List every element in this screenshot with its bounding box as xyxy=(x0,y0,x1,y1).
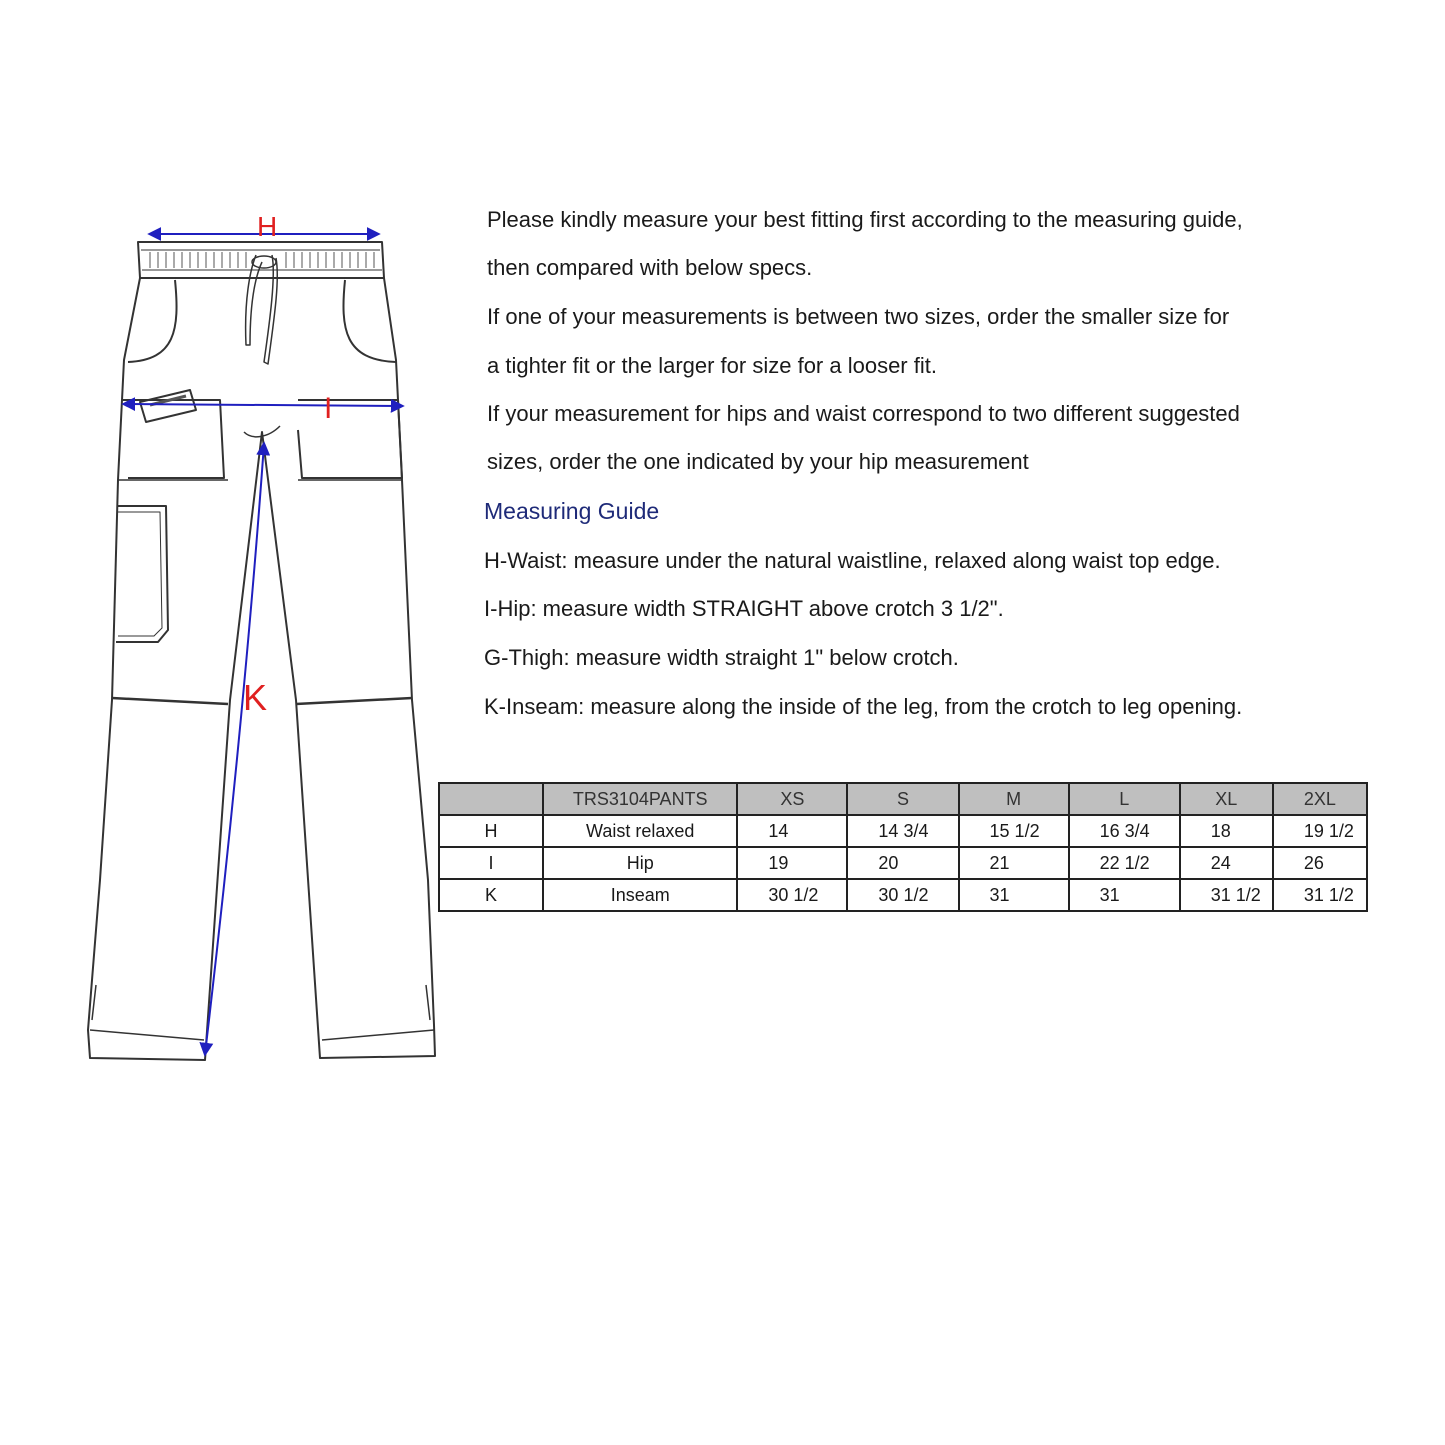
front-pocket-right xyxy=(343,280,396,362)
table-row-inseam xyxy=(439,879,1367,911)
waist-label: H xyxy=(257,211,278,242)
table-row-hip xyxy=(439,847,1367,879)
table-cell: 31 1/2 xyxy=(1273,879,1367,911)
table-cell: 21 xyxy=(959,847,1069,879)
table-cell: 19 1/2 xyxy=(1273,815,1367,847)
guide-item-thigh: G-Thigh: measure width straight 1" below crotch. xyxy=(484,645,959,670)
waistband xyxy=(138,242,384,278)
table-cell: 20 xyxy=(847,847,958,879)
instruction-line-4: a tighter fit or the larger for size for a looser fit. xyxy=(487,353,937,378)
hip-label: I xyxy=(324,392,333,425)
header-blank-cell xyxy=(439,783,543,815)
row-code: I xyxy=(439,847,543,879)
table-cell: 31 1/2 xyxy=(1180,879,1273,911)
guide-item-waist: H-Waist: measure under the natural waistline, relaxed along waist top edge. xyxy=(484,548,1221,573)
table-cell: 22 1/2 xyxy=(1069,847,1180,879)
header-size: 2XL xyxy=(1273,783,1367,815)
row-measurement-name: Hip xyxy=(543,847,737,879)
table-row-waist xyxy=(439,815,1367,847)
table-cell: 18 xyxy=(1180,815,1273,847)
row-measurement-name: Waist relaxed xyxy=(543,815,737,847)
table-cell: 14 xyxy=(737,815,847,847)
logo-badge-icon xyxy=(140,390,196,422)
pants-measurement-diagram xyxy=(0,0,460,1100)
row-measurement-name: Inseam xyxy=(543,879,737,911)
table-cell: 31 xyxy=(1069,879,1180,911)
measuring-guide-title: Measuring Guide xyxy=(484,498,660,524)
inseam-measure-arrow xyxy=(205,444,264,1054)
instruction-line-1: Please kindly measure your best fitting first according to the measuring guide, xyxy=(487,207,1243,232)
table-cell: 26 xyxy=(1273,847,1367,879)
row-code: H xyxy=(439,815,543,847)
guide-item-hip: I-Hip: measure width STRAIGHT above crotch 3 1/2". xyxy=(484,596,1004,621)
instruction-line-6: sizes, order the one indicated by your hip measurement xyxy=(487,449,1029,474)
header-size: L xyxy=(1069,783,1180,815)
table-header-row xyxy=(439,783,1367,815)
table-cell: 16 3/4 xyxy=(1069,815,1180,847)
drawstring xyxy=(246,255,278,364)
patch-pocket-right xyxy=(298,400,402,478)
instruction-line-5: If your measurement for hips and waist correspond to two different suggested xyxy=(487,401,1240,426)
header-size: M xyxy=(959,783,1069,815)
table-cell: 14 3/4 xyxy=(847,815,958,847)
instruction-line-3: If one of your measurements is between two sizes, order the smaller size for xyxy=(487,304,1230,329)
front-pocket-left xyxy=(128,280,177,362)
table-cell: 30 1/2 xyxy=(847,879,958,911)
pants-outline xyxy=(88,278,435,1060)
hip-measure-arrow xyxy=(124,404,402,406)
header-size: XS xyxy=(737,783,847,815)
row-code: K xyxy=(439,879,543,911)
guide-item-inseam: K-Inseam: measure along the inside of the leg, from the crotch to leg opening. xyxy=(484,694,1243,719)
header-size: S xyxy=(847,783,958,815)
table-cell: 31 xyxy=(959,879,1069,911)
header-size: XL xyxy=(1180,783,1273,815)
size-chart-table xyxy=(438,782,1368,912)
inseam-label: K xyxy=(243,677,268,718)
patch-pocket-left xyxy=(122,400,224,478)
table-cell: 24 xyxy=(1180,847,1273,879)
instruction-line-2: then compared with below specs. xyxy=(487,255,813,280)
table-cell: 15 1/2 xyxy=(959,815,1069,847)
table-cell: 19 xyxy=(737,847,847,879)
header-style-code: TRS3104PANTS xyxy=(543,783,737,815)
table-cell: 30 1/2 xyxy=(737,879,847,911)
